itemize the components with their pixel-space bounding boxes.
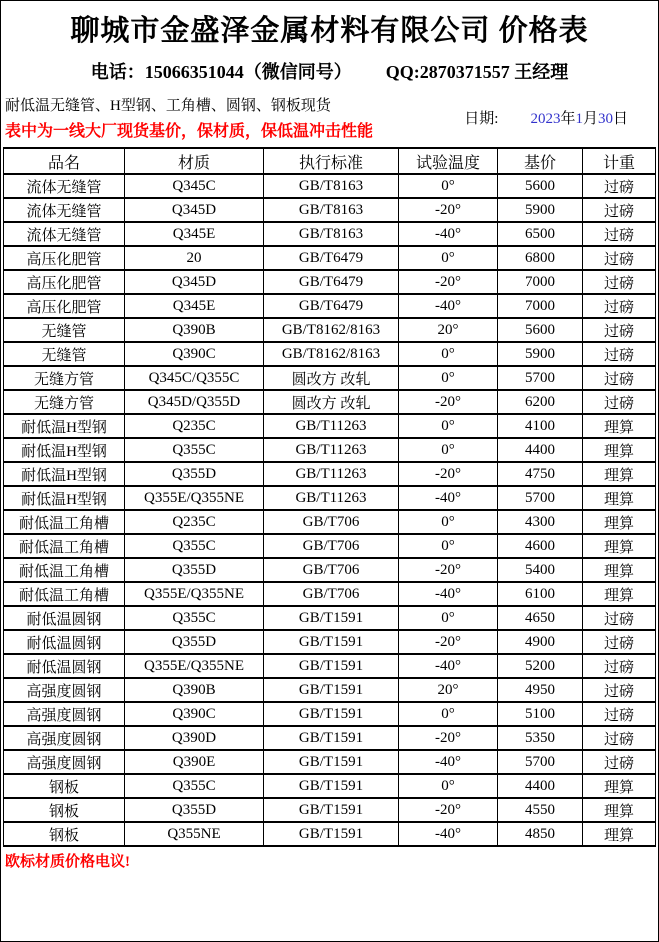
cell-material: Q390B (125, 318, 264, 342)
cell-temp: 0° (399, 438, 498, 462)
column-header-standard: 执行标准 (264, 148, 399, 174)
cell-name: 高强度圆钢 (4, 726, 125, 750)
cell-weigh: 理算 (583, 510, 656, 534)
date-label: 日期: (464, 111, 499, 127)
cell-standard: GB/T11263 (264, 414, 399, 438)
table-row (4, 342, 656, 366)
table-row (4, 606, 656, 630)
date-line (464, 107, 628, 128)
table-row (4, 438, 656, 462)
cell-standard: GB/T1591 (264, 702, 399, 726)
cell-temp: -40° (399, 654, 498, 678)
cell-weigh: 过磅 (583, 726, 656, 750)
cell-temp: 20° (399, 678, 498, 702)
cell-price: 5700 (498, 486, 583, 510)
cell-temp: -20° (399, 270, 498, 294)
date-part: 月 (582, 111, 598, 127)
date-part: 1 (575, 111, 583, 127)
cell-price: 6200 (498, 390, 583, 414)
table-row (4, 726, 656, 750)
cell-name: 耐低温圆钢 (4, 606, 125, 630)
cell-price: 4750 (498, 462, 583, 486)
cell-standard: GB/T6479 (264, 294, 399, 318)
cell-material: Q390C (125, 342, 264, 366)
cell-material: Q390B (125, 678, 264, 702)
cell-name: 高强度圆钢 (4, 750, 125, 774)
cell-temp: -20° (399, 462, 498, 486)
cell-weigh: 理算 (583, 558, 656, 582)
cell-temp: 0° (399, 414, 498, 438)
table-row (4, 318, 656, 342)
table-row (4, 174, 656, 198)
cell-name: 耐低温H型钢 (4, 414, 125, 438)
cell-material: Q355E/Q355NE (125, 582, 264, 606)
cell-material: Q235C (125, 414, 264, 438)
column-header-temp: 试验温度 (399, 148, 498, 174)
cell-material: Q355E/Q355NE (125, 654, 264, 678)
cell-price: 5350 (498, 726, 583, 750)
cell-material: Q235C (125, 510, 264, 534)
table-row (4, 678, 656, 702)
cell-temp: -20° (399, 726, 498, 750)
cell-material: Q390E (125, 750, 264, 774)
cell-price: 4400 (498, 438, 583, 462)
cell-weigh: 过磅 (583, 246, 656, 270)
cell-temp: -40° (399, 582, 498, 606)
cell-temp: 0° (399, 606, 498, 630)
cell-price: 4950 (498, 678, 583, 702)
cell-temp: 0° (399, 534, 498, 558)
cell-standard: GB/T8162/8163 (264, 318, 399, 342)
cell-weigh: 过磅 (583, 654, 656, 678)
cell-standard: GB/T1591 (264, 798, 399, 822)
cell-material: Q345C (125, 174, 264, 198)
cell-price: 5100 (498, 702, 583, 726)
cell-standard: GB/T8163 (264, 198, 399, 222)
cell-temp: 0° (399, 174, 498, 198)
cell-weigh: 理算 (583, 822, 656, 846)
date-part: 30 (597, 111, 613, 127)
cell-name: 无缝管 (4, 318, 125, 342)
cell-material: Q345D (125, 198, 264, 222)
cell-temp: 0° (399, 366, 498, 390)
cell-name: 钢板 (4, 798, 125, 822)
cell-weigh: 过磅 (583, 750, 656, 774)
cell-standard: GB/T1591 (264, 606, 399, 630)
cell-material: Q345C/Q355C (125, 366, 264, 390)
table-header-row (4, 148, 656, 174)
cell-material: Q355D (125, 558, 264, 582)
cell-name: 高压化肥管 (4, 294, 125, 318)
cell-name: 耐低温H型钢 (4, 438, 125, 462)
products-line: 耐低温无缝管、H型钢、工角槽、圆钢、钢板现货 (5, 98, 331, 114)
cell-material: Q355C (125, 606, 264, 630)
cell-name: 钢板 (4, 822, 125, 846)
cell-temp: -20° (399, 630, 498, 654)
cell-name: 高压化肥管 (4, 246, 125, 270)
cell-price: 5600 (498, 318, 583, 342)
cell-weigh: 过磅 (583, 366, 656, 390)
column-header-name: 品名 (4, 148, 125, 174)
cell-weigh: 过磅 (583, 390, 656, 414)
table-row (4, 822, 656, 846)
cell-temp: -40° (399, 222, 498, 246)
cell-weigh: 理算 (583, 438, 656, 462)
cell-weigh: 过磅 (583, 702, 656, 726)
table-row (4, 390, 656, 414)
cell-standard: GB/T11263 (264, 462, 399, 486)
cell-weigh: 理算 (583, 582, 656, 606)
contact-line (1, 58, 658, 84)
cell-price: 5600 (498, 174, 583, 198)
cell-price: 4600 (498, 534, 583, 558)
cell-price: 4650 (498, 606, 583, 630)
cell-price: 4100 (498, 414, 583, 438)
table-row (4, 462, 656, 486)
cell-material: Q355D (125, 630, 264, 654)
cell-weigh: 理算 (583, 414, 656, 438)
date-part: 年 (560, 111, 576, 127)
cell-name: 耐低温H型钢 (4, 462, 125, 486)
cell-name: 耐低温工角槽 (4, 534, 125, 558)
table-row (4, 774, 656, 798)
cell-weigh: 理算 (583, 486, 656, 510)
cell-material: Q345D/Q355D (125, 390, 264, 414)
cell-standard: GB/T1591 (264, 678, 399, 702)
cell-name: 高强度圆钢 (4, 702, 125, 726)
price-table (3, 147, 656, 847)
cell-name: 耐低温工角槽 (4, 510, 125, 534)
cell-price: 4900 (498, 630, 583, 654)
table-row (4, 222, 656, 246)
cell-temp: 0° (399, 510, 498, 534)
cell-temp: 0° (399, 342, 498, 366)
cell-price: 6500 (498, 222, 583, 246)
cell-standard: GB/T8162/8163 (264, 342, 399, 366)
qq-text: QQ:2870371557 王经理 (385, 62, 569, 82)
column-header-weigh: 计重 (583, 148, 656, 174)
cell-material: Q390C (125, 702, 264, 726)
cell-price: 5700 (498, 366, 583, 390)
cell-weigh: 过磅 (583, 270, 656, 294)
cell-price: 6100 (498, 582, 583, 606)
cell-name: 耐低温工角槽 (4, 558, 125, 582)
table-row (4, 366, 656, 390)
cell-temp: -20° (399, 390, 498, 414)
cell-weigh: 过磅 (583, 318, 656, 342)
cell-temp: -40° (399, 750, 498, 774)
cell-material: Q355D (125, 462, 264, 486)
cell-standard: GB/T8163 (264, 174, 399, 198)
cell-name: 流体无缝管 (4, 222, 125, 246)
cell-temp: 0° (399, 774, 498, 798)
cell-temp: -40° (399, 294, 498, 318)
table-row (4, 534, 656, 558)
table-row (4, 198, 656, 222)
cell-name: 耐低温圆钢 (4, 654, 125, 678)
cell-material: Q355D (125, 798, 264, 822)
date-part: 日 (612, 111, 628, 127)
cell-standard: GB/T1591 (264, 822, 399, 846)
cell-temp: 20° (399, 318, 498, 342)
cell-name: 高强度圆钢 (4, 678, 125, 702)
cell-weigh: 过磅 (583, 342, 656, 366)
cell-material: Q345E (125, 222, 264, 246)
table-row (4, 558, 656, 582)
subheader-row (1, 94, 658, 141)
cell-temp: -40° (399, 486, 498, 510)
cell-temp: 0° (399, 702, 498, 726)
cell-name: 流体无缝管 (4, 198, 125, 222)
table-row (4, 798, 656, 822)
cell-temp: 0° (399, 246, 498, 270)
cell-weigh: 过磅 (583, 222, 656, 246)
cell-standard: GB/T6479 (264, 246, 399, 270)
cell-weigh: 过磅 (583, 678, 656, 702)
cell-name: 高压化肥管 (4, 270, 125, 294)
cell-standard: GB/T11263 (264, 438, 399, 462)
cell-standard: 圆改方 改轧 (264, 390, 399, 414)
cell-name: 钢板 (4, 774, 125, 798)
cell-standard: GB/T1591 (264, 726, 399, 750)
cell-name: 无缝方管 (4, 390, 125, 414)
cell-price: 4850 (498, 822, 583, 846)
table-row (4, 582, 656, 606)
cell-standard: GB/T1591 (264, 654, 399, 678)
table-row (4, 630, 656, 654)
cell-weigh: 过磅 (583, 198, 656, 222)
date-value (530, 107, 628, 128)
cell-price: 4300 (498, 510, 583, 534)
cell-standard: GB/T1591 (264, 750, 399, 774)
footer-note: 欧标材质价格电议! (5, 854, 130, 870)
cell-name: 耐低温工角槽 (4, 582, 125, 606)
date-part: 2023 (530, 111, 561, 127)
column-header-material: 材质 (125, 148, 264, 174)
cell-price: 4400 (498, 774, 583, 798)
cell-price: 5900 (498, 198, 583, 222)
subheader-left (5, 94, 373, 141)
cell-weigh: 理算 (583, 462, 656, 486)
table-row (4, 510, 656, 534)
cell-temp: -40° (399, 822, 498, 846)
cell-price: 5400 (498, 558, 583, 582)
cell-weigh: 理算 (583, 798, 656, 822)
cell-material: Q345D (125, 270, 264, 294)
cell-standard: GB/T706 (264, 582, 399, 606)
cell-weigh: 过磅 (583, 606, 656, 630)
cell-temp: -20° (399, 198, 498, 222)
cell-name: 流体无缝管 (4, 174, 125, 198)
table-row (4, 414, 656, 438)
page-title: 聊城市金盛泽金属材料有限公司 价格表 (70, 15, 589, 47)
cell-weigh: 过磅 (583, 294, 656, 318)
column-header-price: 基价 (498, 148, 583, 174)
cell-standard: GB/T6479 (264, 270, 399, 294)
cell-material: Q355NE (125, 822, 264, 846)
cell-name: 耐低温H型钢 (4, 486, 125, 510)
cell-temp: -20° (399, 798, 498, 822)
table-row (4, 702, 656, 726)
cell-weigh: 理算 (583, 534, 656, 558)
cell-weigh: 理算 (583, 774, 656, 798)
cell-standard: GB/T11263 (264, 486, 399, 510)
notice-line: 表中为一线大厂现货基价，保材质，保低温冲击性能 (5, 123, 374, 140)
cell-standard: GB/T8163 (264, 222, 399, 246)
table-row (4, 750, 656, 774)
cell-standard: 圆改方 改轧 (264, 366, 399, 390)
cell-weigh: 过磅 (583, 630, 656, 654)
cell-name: 耐低温圆钢 (4, 630, 125, 654)
cell-price: 4550 (498, 798, 583, 822)
cell-material: Q390D (125, 726, 264, 750)
table-row (4, 246, 656, 270)
cell-name: 无缝方管 (4, 366, 125, 390)
phone-text: 电话：15066351044（微信同号） (90, 62, 352, 82)
table-row (4, 486, 656, 510)
cell-price: 5200 (498, 654, 583, 678)
cell-price: 7000 (498, 294, 583, 318)
cell-material: Q345E (125, 294, 264, 318)
cell-name: 无缝管 (4, 342, 125, 366)
cell-standard: GB/T706 (264, 510, 399, 534)
cell-standard: GB/T1591 (264, 630, 399, 654)
cell-material: 20 (125, 246, 264, 270)
cell-standard: GB/T1591 (264, 774, 399, 798)
cell-price: 5700 (498, 750, 583, 774)
cell-standard: GB/T706 (264, 558, 399, 582)
cell-price: 7000 (498, 270, 583, 294)
cell-standard: GB/T706 (264, 534, 399, 558)
table-row (4, 270, 656, 294)
cell-price: 5900 (498, 342, 583, 366)
table-row (4, 654, 656, 678)
cell-material: Q355C (125, 534, 264, 558)
cell-material: Q355C (125, 774, 264, 798)
cell-price: 6800 (498, 246, 583, 270)
table-row (4, 294, 656, 318)
cell-material: Q355C (125, 438, 264, 462)
cell-material: Q355E/Q355NE (125, 486, 264, 510)
cell-temp: -20° (399, 558, 498, 582)
cell-weigh: 过磅 (583, 174, 656, 198)
